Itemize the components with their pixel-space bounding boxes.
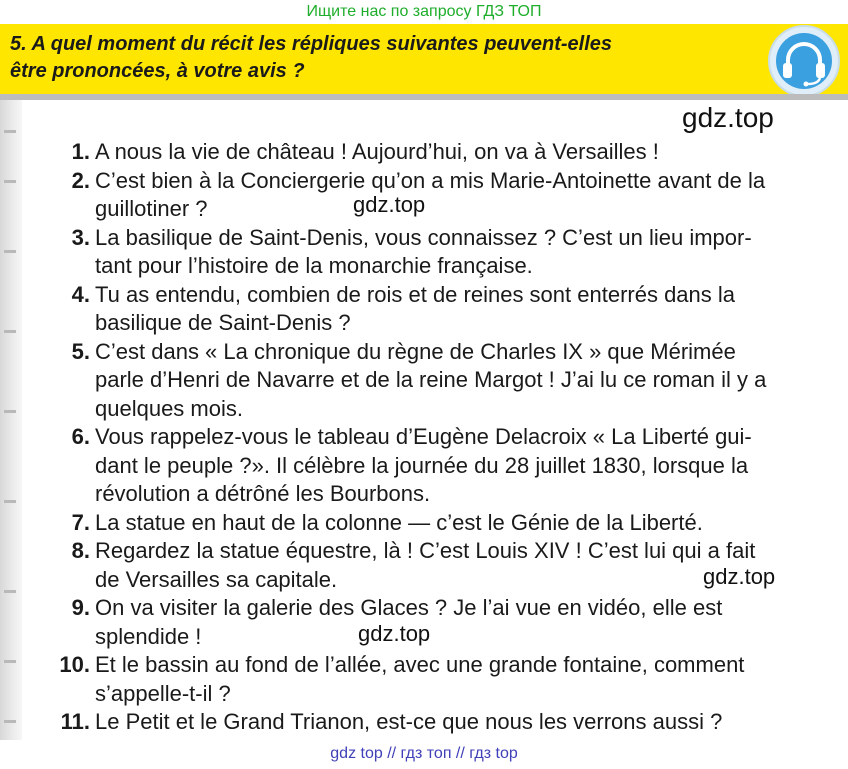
item-text: C’est bien à la Conciergerie qu’on a mis Marie-Antoinette avant de la: [95, 167, 766, 193]
watermark: gdz.top: [358, 621, 431, 646]
item-text: Et le bassin au fond de l’allée, avec une grande fontaine, comment: [95, 652, 745, 677]
item-text: dant le peuple ?». Il célèbre la journée du 28 juillet 1830, lorsque la: [95, 452, 749, 478]
replies-list: [50, 138, 840, 737]
exercise-header: [0, 24, 848, 94]
item-number: 9.: [71, 595, 90, 620]
exercise-title-line1: 5. A quel moment du récit les répliques suivantes peuvent-elles: [10, 33, 613, 55]
item-text: A nous la vie de château ! Aujourd’hui, on va à Versailles !: [95, 139, 659, 164]
item-text: La basilique de Saint-Denis, vous connaissez ? C’est un lieu impor-: [95, 224, 752, 250]
item-number: 2.: [71, 167, 90, 193]
item-text: parle d’Henri de Navarre et de la reine Margot ! J’ai lu ce roman il y a: [95, 367, 767, 392]
list-item: [50, 338, 840, 424]
item-text: de Versailles sa capitale.: [95, 566, 338, 592]
item-text: Regardez la statue équestre, là ! C’est Louis XIV ! C’est lui qui a fait: [95, 538, 756, 563]
header-divider: [0, 94, 848, 100]
headphones-icon: [764, 24, 844, 100]
watermark: gdz.top: [682, 102, 774, 133]
item-number: 5.: [71, 338, 90, 364]
item-number: 7.: [71, 509, 90, 535]
list-item: [50, 281, 840, 338]
item-text: C’est dans « La chronique du règne de Charles IX » que Mérimée: [95, 338, 736, 364]
item-text: s’appelle-t-il ?: [95, 680, 231, 706]
item-text: Le Petit et le Grand Trianon, est-ce que nous les verrons aussi ?: [95, 709, 723, 734]
watermark: gdz.top: [353, 192, 426, 217]
exercise-title: [10, 31, 750, 85]
list-item: [50, 423, 840, 509]
item-number: 6.: [71, 424, 90, 449]
list-item: [50, 651, 840, 708]
item-text: La statue en haut de la colonne — c’est le Génie de la Liberté.: [95, 509, 703, 535]
footer-links[interactable]: gdz top // гдз топ // гдз top: [330, 745, 518, 762]
list-item: [50, 224, 840, 281]
exercise-title-line2: être prononcées, à votre avis ?: [10, 60, 305, 82]
item-number: 10.: [59, 652, 90, 677]
item-number: 11.: [60, 709, 90, 734]
list-item: [50, 509, 840, 538]
item-text: basilique de Saint-Denis ?: [95, 310, 351, 335]
item-text: quelques mois.: [95, 395, 243, 421]
item-text: tant pour l’histoire de la monarchie française.: [95, 253, 533, 278]
item-number: 8.: [71, 538, 90, 563]
item-number: 3.: [71, 224, 90, 250]
item-text: révolution a détrôné les Bourbons.: [95, 481, 431, 506]
item-text: On va visiter la galerie des Glaces ? Je l’ai vue en vidéo, elle est: [95, 595, 723, 620]
item-text: Tu as entendu, combien de rois et de reines sont enterrés dans la: [95, 281, 736, 307]
item-text: Vous rappelez-vous le tableau d’Eugène Delacroix « La Liberté gui-: [95, 424, 752, 449]
page-edge-decoration: [0, 100, 22, 740]
audio-button[interactable]: [764, 24, 844, 100]
item-number: 1.: [71, 139, 90, 164]
watermark: gdz.top: [703, 564, 776, 589]
item-text: splendide !: [95, 623, 202, 649]
list-item: [50, 594, 840, 651]
list-item: [50, 138, 840, 167]
item-text: guillotiner ?: [95, 196, 208, 221]
list-item: [50, 708, 840, 737]
item-number: 4.: [71, 281, 90, 307]
list-item: [50, 167, 840, 224]
top-search-link[interactable]: Ищите нас по запросу ГДЗ ТОП: [306, 3, 542, 20]
